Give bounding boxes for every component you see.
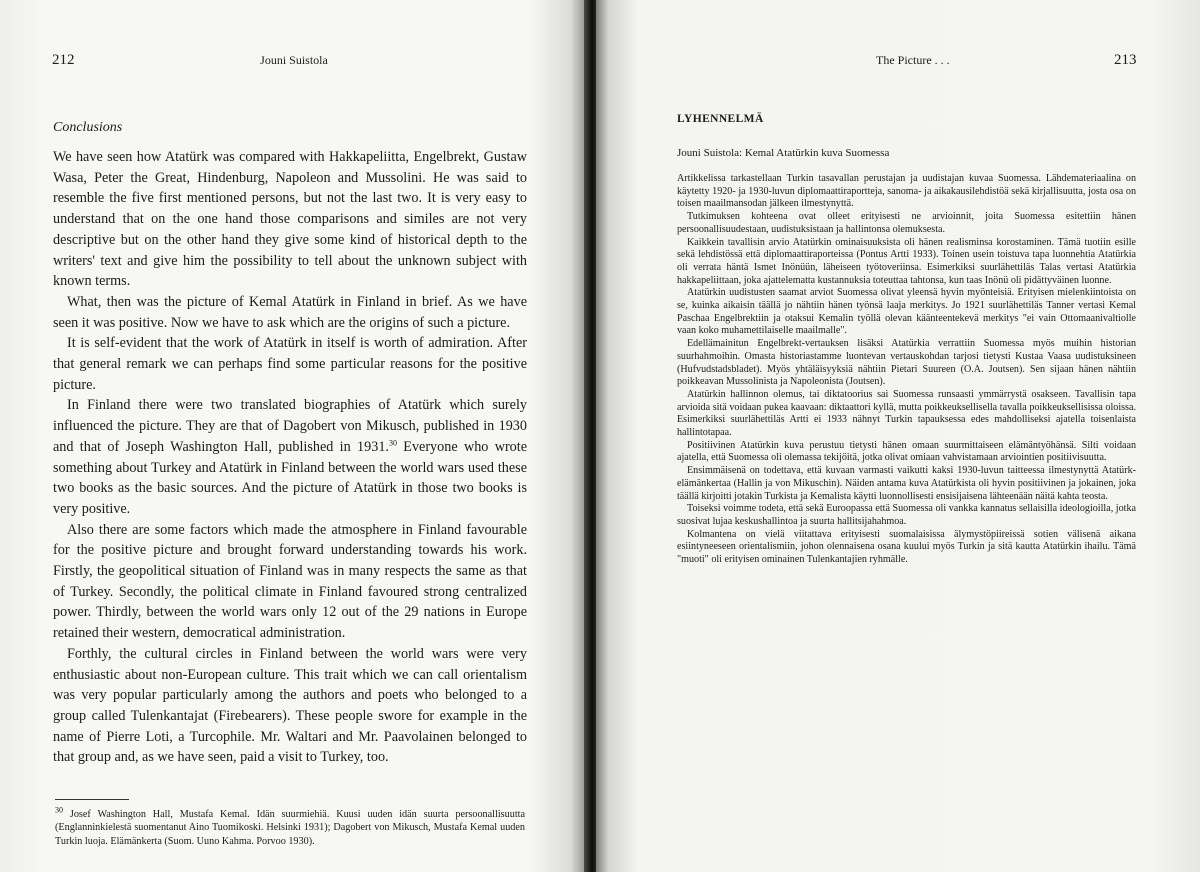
summary-paragraph: Tutkimuksen kohteena ovat olleet erityisesti ne arvioinnit, joita Suomessa esitettiin hänen persoonallisuudestaan, uudistuksistaan ja hallintonsa olemuksesta. xyxy=(677,211,1136,235)
page-number-left: 212 xyxy=(52,52,75,68)
summary-paragraph: Kolmantena on vielä viitattava erityisesti suomalaisissa älymystöpiireissä sotien välisenä aikana esiintyneeseen orientalismiin, johon olennaisena osana kuului myös Turkin ja sitä kautta Atatürkin ihailu. Tämä "muoti" oli erityisen ominainen Tulenkantajien ryhmälle. xyxy=(677,528,1136,566)
paragraph-atmosphere-factors: Also there are some factors which made the atmosphere in Finland favourable for the positive picture and brought forward understanding towards his work. Firstly, the geopolitical situation of Finland was in many respects the same as that of Turkey. Secondly, the political climate in Finland favoured strong centralized power. Thirdly, between the world wars only 12 out of the 29 nations in Europe retained their western, democratical administration. xyxy=(53,521,527,642)
footnote-text: Josef Washington Hall, Mustafa Kemal. Idän suurmiehiä. Kuusi uuden idän suurta persoonallisuutta (Englanninkielestä suomentanut Aino Tuomikoski. Helsinki 1931); Dagobert von Mikusch, Mustafa Kemal uuden Turkin luoja. Elämänkerta (Suom. Uuno Kahma. Porvoo 1930). xyxy=(55,809,525,847)
footnote-rule xyxy=(55,799,129,800)
right-page xyxy=(596,0,1200,872)
summary-heading: LYHENNELMÄ xyxy=(677,113,764,125)
left-page xyxy=(0,0,588,872)
paragraph-orientalism: Forthly, the cultural circles in Finland between the world wars were very enthusiastic about non-European culture. This trait which we can call orientalism was very popular particularly among the authors and poets who belonged to a group called Tulenkantajat (Firebearers). These people swore for example in the name of Pierre Loti, a Turcophile. Mr. Waltari and Mr. Paavolainen belonged to that group and, as we have seen, paid a visit to Turkey, too. xyxy=(53,645,527,766)
paragraph-picture-in-brief: What, then was the picture of Kemal Atatürk in Finland in brief. As we have seen it was positive. Now we have to ask which are the origins of such a picture. xyxy=(53,293,527,331)
paragraph-comparisons: We have seen how Atatürk was compared with Hakkapeliitta, Engelbrekt, Gustaw Wasa, Peter the Great, Hindenburg, Napoleon and Mussolini. He was said to resemble the five first mentioned persons, but not the last two. It is very easy to understand that on the one hand those comparisons and similes are not very descriptive but on the other hand they give some kind of historical depth to the writers' text and give him the possibility to tell about the unknown subject with known terms. xyxy=(53,149,527,290)
summary-paragraph: Kaikkein tavallisin arvio Atatürkin ominaisuuksista oli hänen realisminsa korostaminen. Tämä tuotiin esille sekä lehdistössä että diplomaattiraporteissa (Pontus Artti 1933). Toinen usein toistuva tapa luonnehtia Atatürkia oli verrata häntä Ismet Inönüün, läheiseen työtoveriinsa. Esimerkiksi suurlähettiläs Talas vertasi Atatürkia hakkapeliittaan, joka ajattelematta kustannuksia toteuttaa tahtonsa, kun taas Inönü oli pidättyväinen luonne. xyxy=(677,236,1136,286)
running-head-right: The Picture . . . xyxy=(876,53,950,67)
summary-paragraph: Ensimmäisenä on todettava, että kuvaan varmasti vaikutti kaksi 1930-luvun taitteessa ilmestynyttä Atatürk-elämänkertaa (Hallin ja von Mikuschin). Näiden antama kuva Atatürkista oli hyvin positiivinen ja jokainen, joka täällä kirjoitti jotakin Turkista ja Kemalista käytti luonnollisesti ensisijaisena lähteenään näitä kahta teosta. xyxy=(677,465,1136,502)
summary-paragraph: Artikkelissa tarkastellaan Turkin tasavallan perustajan ja uudistajan kuvaa Suomessa. Lähdemateriaalina on käytetty 1920- ja 1930-luvun diplomaattiraportteja, sanoma- ja aikakausilehdistöä sekä kirjallisuutta, josta osa on toisen maailmansodan jälkeen ilmestynyttä. xyxy=(677,173,1136,210)
footnote-reference: 30 xyxy=(388,438,397,448)
footnote xyxy=(55,805,525,848)
biographies-text-start: In Finland there were two translated biographies of Atatürk which surely influenced the picture. They are that of Dagobert von Mikusch, published in 1930 and that of Joseph Washington Hall, published in 1931. xyxy=(53,397,527,455)
section-heading-conclusions: Conclusions xyxy=(53,120,123,135)
left-page-body xyxy=(53,118,527,768)
summary-subheading: Jouni Suistola: Kemal Atatürkin kuva Suomessa xyxy=(677,147,890,159)
footnote-number: 30 xyxy=(55,805,63,815)
running-head-left: Jouni Suistola xyxy=(260,53,328,67)
right-page-body xyxy=(677,112,1136,567)
summary-paragraph: Positiivinen Atatürkin kuva perustuu tietysti hänen omaan suurmittaiseen elämäntyöhänsä. Silti voidaan ajatella, että Suomessa oli olemassa tekijöitä, jotka olivat omiaan vahvistamaan arviointien positiivisuutta. xyxy=(677,439,1136,464)
summary-paragraph: Toiseksi voimme todeta, että sekä Euroopassa että Suomessa oli vankka kannatus sellaisilla ideologioilla, jotka suosivat lujaa keskushallintoa ja suurta hallitsijahahmoa. xyxy=(677,503,1136,527)
summary-paragraph: Edellämainitun Engelbrekt-vertauksen lisäksi Atatürkia verrattiin Suomessa myös muihin historian suurhahmoihin. Omasta historiastamme luontevan vertauskohdan tarjosi tietysti Kustaa Vaasa uudistuksineen (Hufvudstadsbladet). Myös yhtäläisyyksiä nähtiin Pietari Suureen (O.A. Joutsen). Sen sijaan hänen nähtiin poikkeavan Mussolinista ja Napoleonista (Joutsen). xyxy=(677,338,1136,388)
summary-paragraph: Atatürkin hallinnon olemus, tai diktatoorius sai Suomessa runsaasti ymmärrystä osakseen. Tavallisin tapa arvioida sitä voidaan pukea kaavaan: diktaattori kyllä, mutta poikkeuksellisella tavalla poikkeuksellisissa oloissa. Esimerkiksi suurlähettiläs Artti ei 1933 nähnyt Turkin tapauksessa edes mahdolliseksi ajatella toisenlaista hallintotapaa. xyxy=(677,388,1136,439)
biographies-text-end: Everyone who wrote something about Turkey and Atatürk in Finland between the world wars used these two books as the basic sources. And the picture of Atatürk in those two books is very positive. xyxy=(53,438,527,517)
summary-paragraph: Atatürkin uudistusten saamat arviot Suomessa olivat yleensä hyvin myönteisiä. Erityisen mielenkiintoista on se, kuinka aikaisin täällä jo nähtiin hänen työnsä laaja merkitys. Jo 1921 suurlähettiläs Tanner vertasi Kemal Paschaa Engelbrektiin ja otaksui Kemalin työllä olevan käänteentekevä merkitys "ei vain Ottomaanivaltiolle vaan koko muhamettilaiselle maailmalle". xyxy=(677,287,1136,337)
paragraph-biographies xyxy=(53,395,527,519)
page-number-right: 213 xyxy=(1114,52,1137,68)
paragraph-self-evident: It is self-evident that the work of Atatürk in itself is worth of admiration. After that general remark we can perhaps find some particular reasons for the positive picture. xyxy=(53,335,527,393)
